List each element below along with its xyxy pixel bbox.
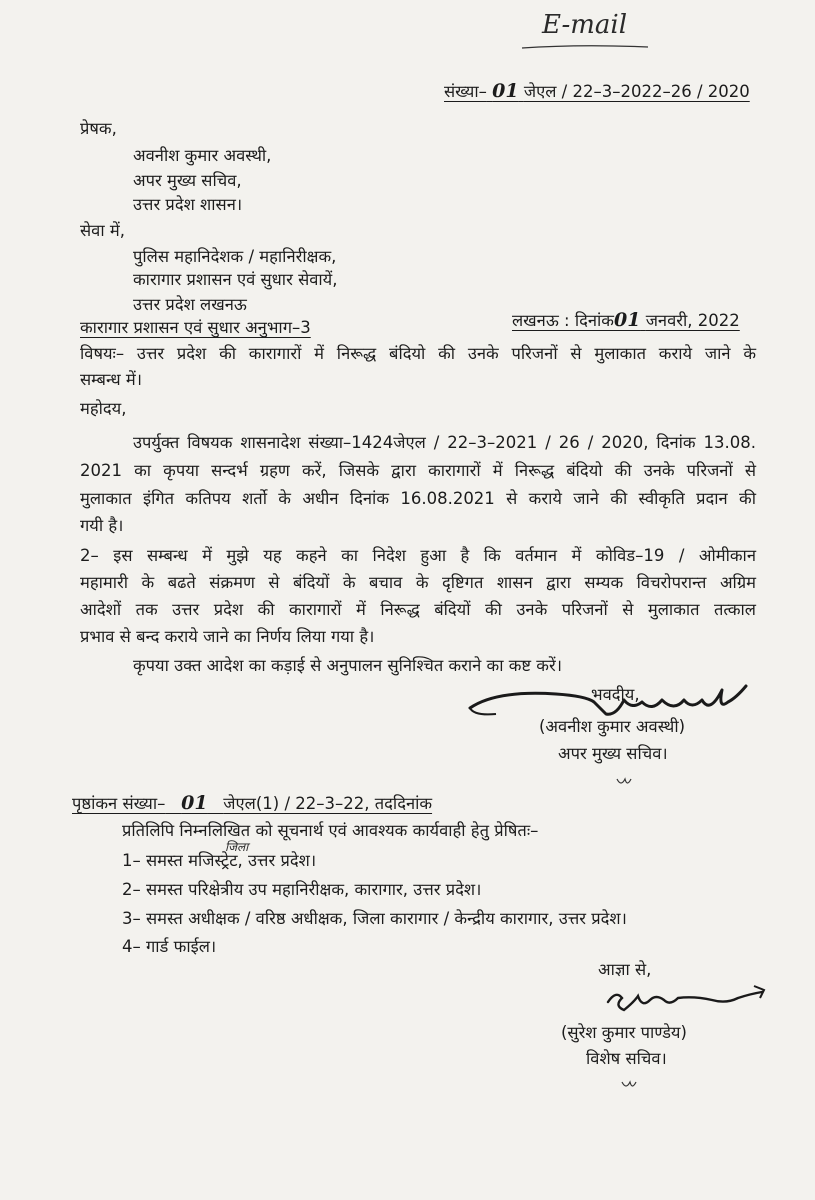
email-handwritten-note: E-mail — [542, 10, 628, 40]
section-name: कारागार प्रशासन एवं सुधार अनुभाग–3 — [80, 318, 311, 337]
signature-2 — [604, 980, 779, 1020]
copy-item-1: 1– समस्त मजिस्ट्रेट, उत्तर प्रदेश। — [122, 851, 317, 870]
signatory2-name: (सुरेश कुमार पाण्डेय) — [561, 1023, 687, 1042]
recipient-label: सेवा में, — [80, 221, 125, 240]
copy-item-3: 3– समस्त अधीक्षक / वरिष्ठ अधीक्षक, जिला कारागार / केन्द्रीय कारागार, उत्तर प्रदेश। — [122, 909, 627, 928]
copy-item-2: 2– समस्त परिक्षेत्रीय उप महानिरीक्षक, कारागार, उत्तर प्रदेश। — [122, 880, 482, 899]
sender-name: अवनीश कुमार अवस्थी, — [133, 146, 272, 165]
endorsement-prefix: पृष्ठांकन संख्या– — [72, 794, 166, 813]
para2-line2: महामारी के बढते संक्रमण से बंदियों के बचाव के दृष्टिगत शासन द्वारा सम्यक विचरोपरान्त अग्रिम — [80, 573, 756, 592]
signatory1-name: (अवनीश कुमार अवस्थी) — [539, 717, 686, 736]
endorsement-number — [72, 792, 432, 815]
para2-line1: 2– इस सम्बन्ध में मुझे यह कहने का निदेश हुआ है कि वर्तमान में कोविड–19 / ओमीकान — [80, 546, 756, 565]
subject-line2: सम्बन्ध में। — [80, 370, 143, 389]
initial-mark-2 — [620, 1078, 640, 1092]
endorsement-suffix: जेएल(1) / 22–3–22, तददिनांक — [223, 794, 433, 813]
copy-item-4: 4– गार्ड फाईल। — [122, 937, 217, 956]
ref-number-handwritten: 01 — [492, 80, 519, 102]
date-day-handwritten: 01 — [613, 309, 641, 331]
salutation: महोदय, — [80, 399, 127, 418]
email-underline — [520, 44, 650, 50]
date-prefix: लखनऊ : दिनांक — [512, 311, 614, 330]
endorsement-intro: प्रतिलिपि निम्नलिखित को सूचनार्थ एवं आवश्यक कार्यवाही हेतु प्रेषितः– — [122, 821, 539, 840]
recipient-line2: कारागार प्रशासन एवं सुधार सेवायें, — [133, 270, 338, 289]
signatory2-designation: विशेष सचिव। — [586, 1049, 667, 1068]
date-rest: जनवरी, 2022 — [645, 311, 740, 330]
endorsement-number-handwritten: 01 — [181, 792, 208, 814]
sender-office: उत्तर प्रदेश शासन। — [133, 195, 243, 214]
para1-line2: 2021 का कृपया सन्दर्भ ग्रहण करें, जिसके द्वारा कारागारों में निरूद्ध बंदियो की उनके परिजनों से — [80, 461, 756, 480]
letter-date — [512, 309, 740, 332]
para2-line3: आदेशों तक उत्तर प्रदेश की कारागारों में निरूद्ध बंदियों की उनके परिजनों से मुलाकात तत्काल — [80, 600, 756, 619]
para1-line4: गयी है। — [80, 516, 124, 535]
order-line: आज्ञा से, — [598, 960, 652, 979]
reference-number — [444, 80, 750, 103]
handwritten-insert: जिला — [225, 840, 249, 854]
para3: कृपया उक्त आदेश का कड़ाई से अनुपालन सुनिश्चित कराने का कष्ट करें। — [133, 656, 562, 675]
signatory1-designation: अपर मुख्य सचिव। — [558, 744, 668, 763]
para1-line1: उपर्युक्त विषयक शासनादेश संख्या–1424जेएल / 22–3–2021 / 26 / 2020, दिनांक 13.08. — [133, 433, 756, 452]
recipient-line1: पुलिस महानिदेशक / महानिरीक्षक, — [133, 247, 337, 266]
signature-1 — [466, 680, 756, 750]
sender-designation: अपर मुख्य सचिव, — [133, 171, 242, 190]
subject-line1: विषयः– उत्तर प्रदेश की कारागारों में निरूद्ध बंदियो की उनके परिजनों से मुलाकात कराये जाने के — [80, 344, 756, 363]
initial-mark-1 — [615, 775, 635, 789]
para2-line4: प्रभाव से बन्द कराये जाने का निर्णय लिया गया है। — [80, 627, 375, 646]
sender-label: प्रेषक, — [80, 119, 117, 138]
closing: भवदीय, — [591, 685, 640, 704]
ref-prefix: संख्या– — [444, 82, 487, 101]
recipient-line3: उत्तर प्रदेश लखनऊ — [133, 295, 247, 314]
ref-suffix: जेएल / 22–3–2022–26 / 2020 — [523, 82, 750, 101]
para1-line3: मुलाकात इंगित कतिपय शर्तो के अधीन दिनांक 16.08.2021 से कराये जाने की स्वीकृति प्रदान की — [80, 489, 756, 508]
